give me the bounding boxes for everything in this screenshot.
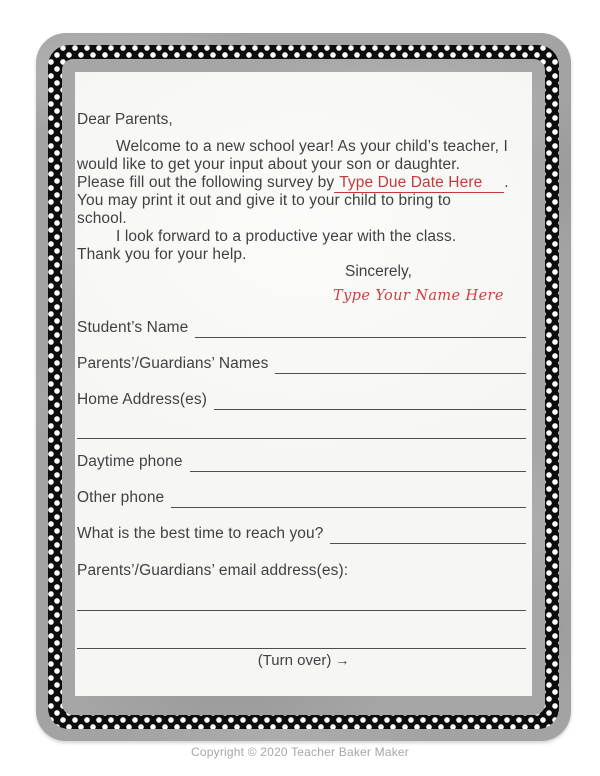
letter-paper xyxy=(75,72,532,696)
letter-body-line: would like to get your input about your son or daughter. xyxy=(77,156,461,173)
parents-names-label: Parents’/Guardians’ Names xyxy=(77,355,269,372)
home-address-label: Home Address(es) xyxy=(77,391,207,408)
polka-dot-border xyxy=(48,45,559,729)
email-row xyxy=(77,562,526,581)
student-name-row xyxy=(77,319,526,338)
gray-frame-outer xyxy=(36,33,571,741)
email-label: Parents’/Guardians’ email address(es): xyxy=(77,562,349,579)
copyright-text: Copyright © 2020 Teacher Baker Maker xyxy=(191,745,409,759)
parents-names-row xyxy=(77,355,526,374)
home-address-row xyxy=(77,391,526,410)
email-field-line1[interactable] xyxy=(77,610,526,611)
closing: Sincerely, xyxy=(345,263,412,280)
salutation: Dear Parents, xyxy=(77,111,173,128)
home-address-field[interactable] xyxy=(214,391,526,410)
letter-body-line-text: Please fill out the following survey by xyxy=(77,174,335,191)
other-phone-row xyxy=(77,489,526,508)
email-field-line2[interactable] xyxy=(77,648,526,649)
best-time-row xyxy=(77,525,526,544)
student-name-field[interactable] xyxy=(195,319,526,338)
letter-body-line: school. xyxy=(77,210,127,227)
turn-over-label: (Turn over) xyxy=(257,652,332,669)
other-phone-label: Other phone xyxy=(77,489,165,506)
letter-body-line-text: . xyxy=(504,174,509,191)
daytime-phone-label: Daytime phone xyxy=(77,453,183,470)
gray-frame-inner xyxy=(62,59,545,715)
letter-body-line: Welcome to a new school year! As your child’s teacher, I xyxy=(116,138,508,155)
student-name-label: Student’s Name xyxy=(77,319,189,336)
letter-body-line: I look forward to a productive year with the class. xyxy=(116,228,457,245)
due-date-placeholder[interactable]: Type Due Date Here xyxy=(334,174,504,193)
letter-body xyxy=(77,138,532,264)
signature-placeholder[interactable]: Type Your Name Here xyxy=(333,288,504,304)
home-address-field-line2[interactable] xyxy=(77,438,526,439)
daytime-phone-row xyxy=(77,453,526,472)
daytime-phone-field[interactable] xyxy=(190,453,526,472)
letter-body-line xyxy=(77,174,532,192)
letter-body-line: You may print it out and give it to your child to bring to xyxy=(77,192,451,209)
turn-over-note xyxy=(75,652,532,669)
turn-over-arrow-icon: → xyxy=(335,652,350,668)
letter-body-line: Thank you for your help. xyxy=(77,246,247,263)
best-time-field[interactable] xyxy=(330,525,526,544)
other-phone-field[interactable] xyxy=(171,489,526,508)
parents-names-field[interactable] xyxy=(275,355,526,374)
best-time-label: What is the best time to reach you? xyxy=(77,525,324,542)
